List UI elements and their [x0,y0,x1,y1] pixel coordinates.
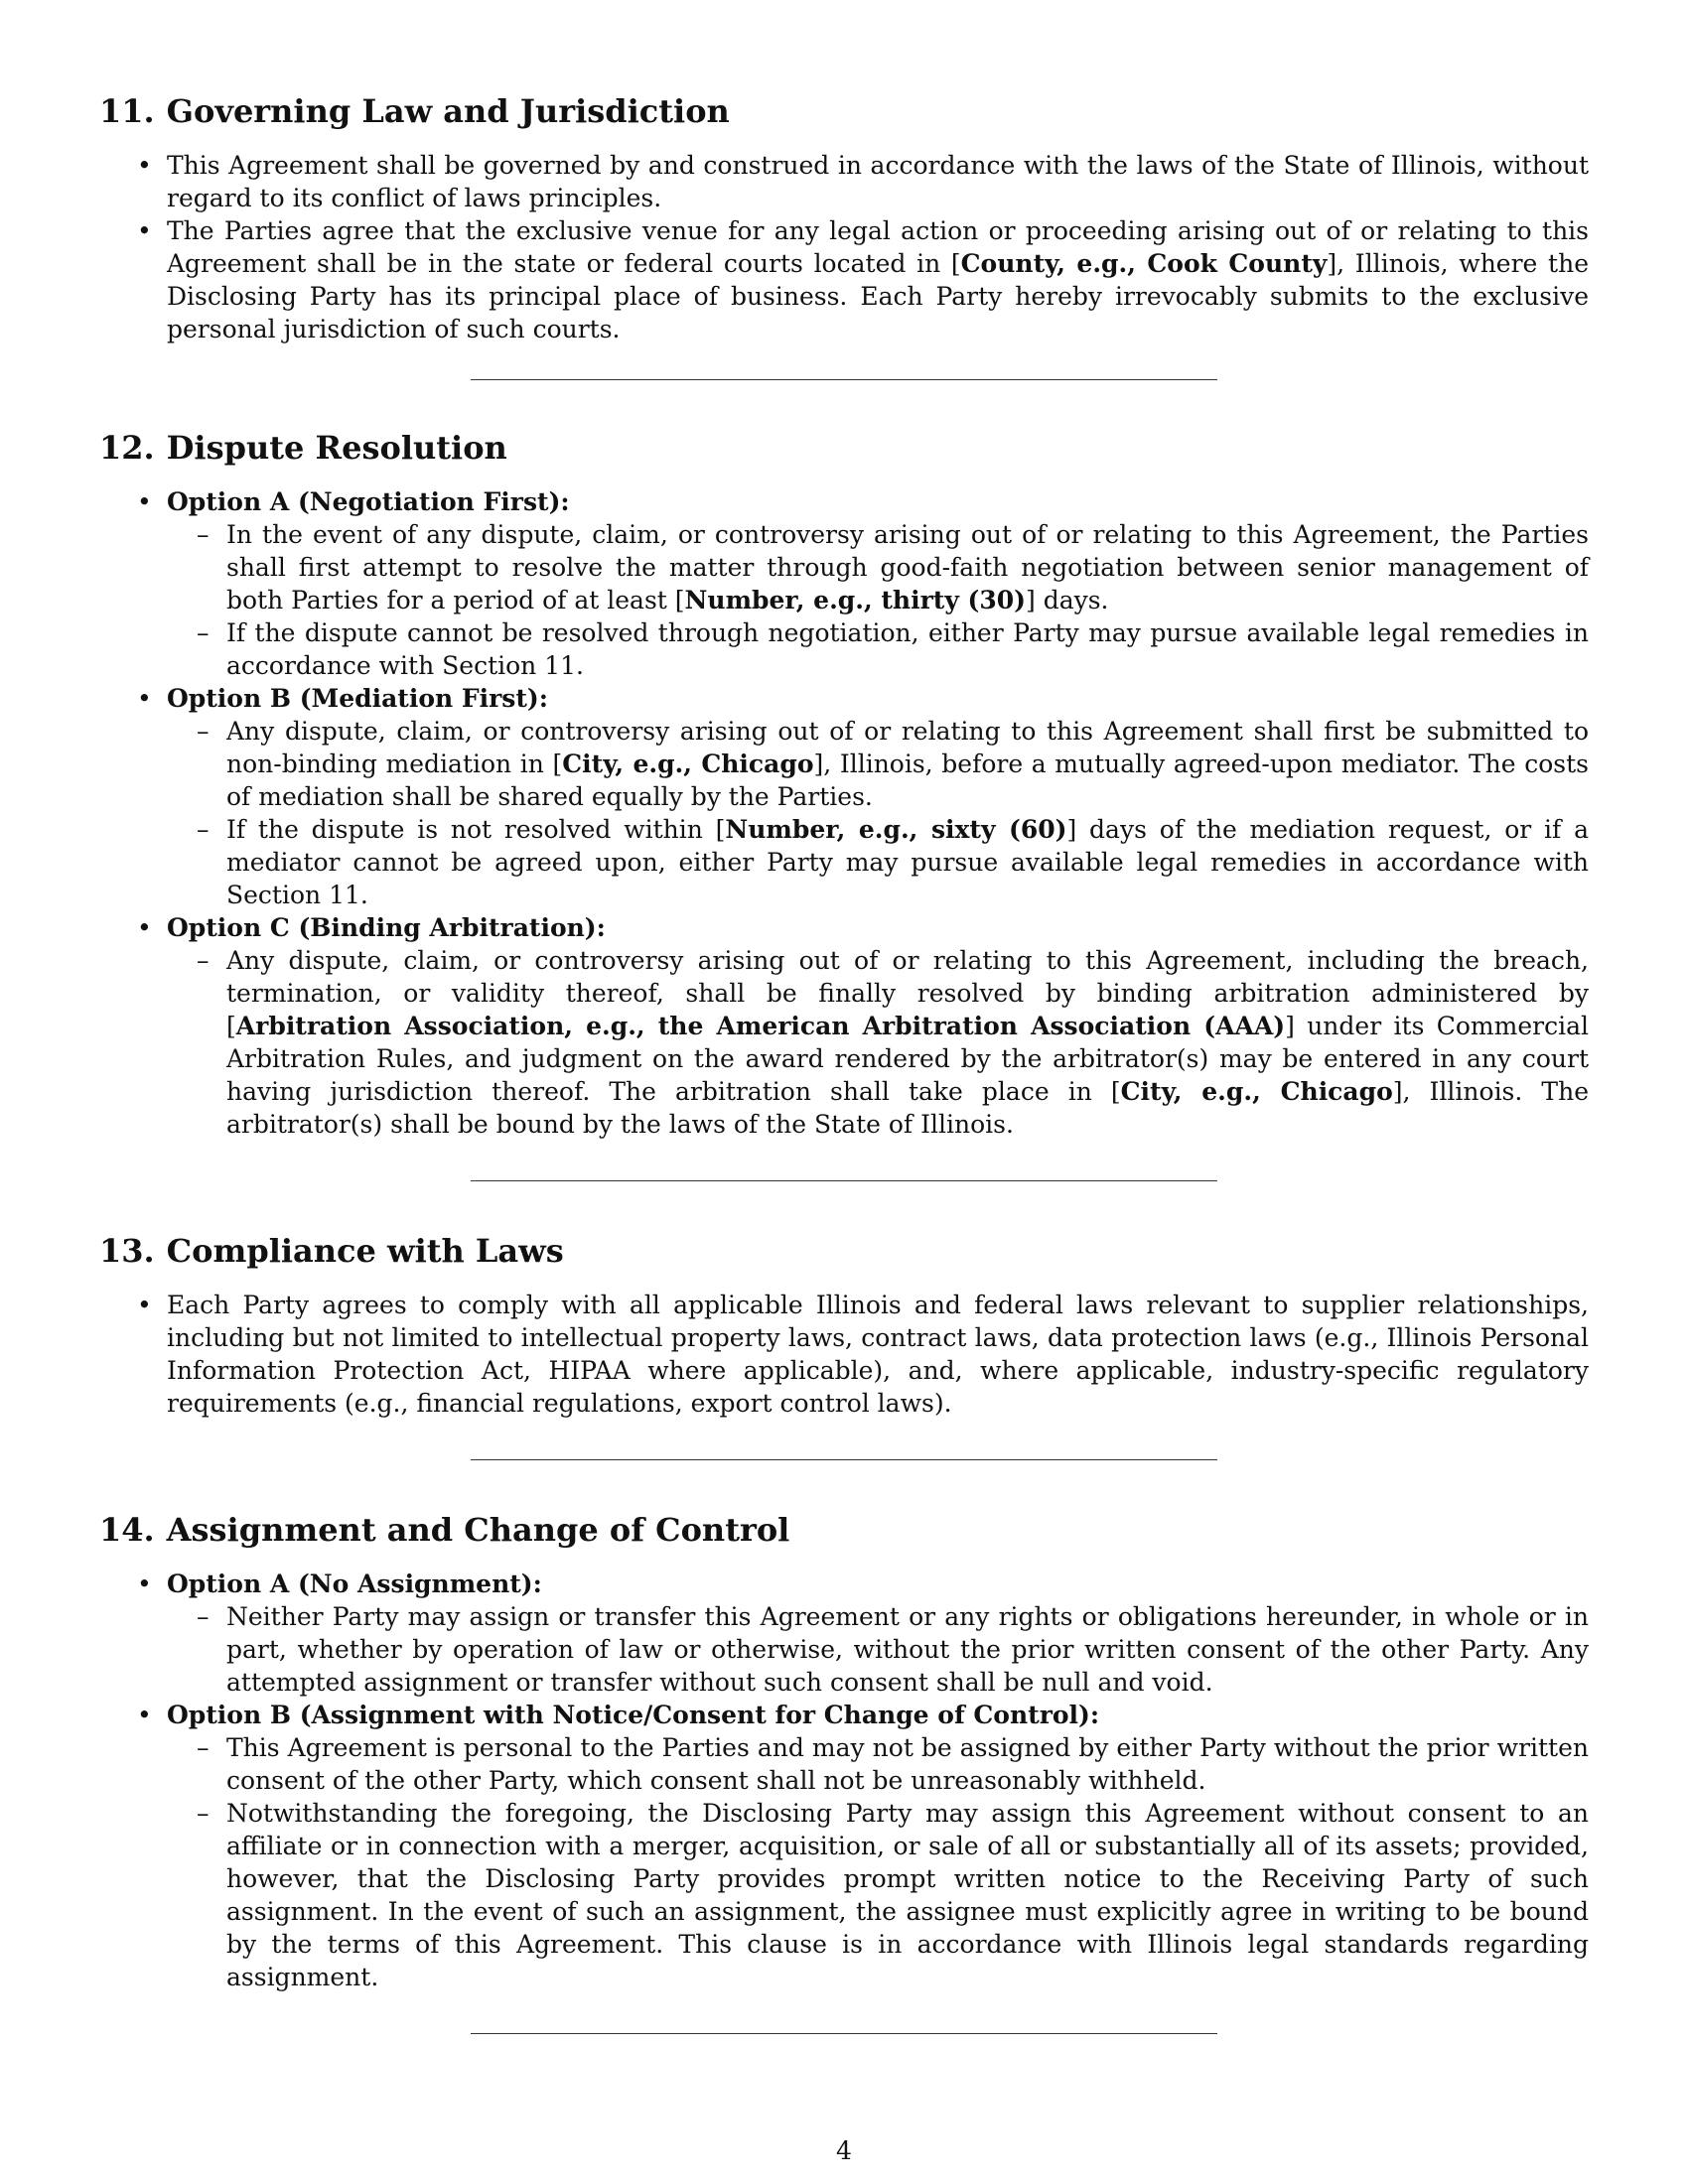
sub-list-item [226,813,1589,911]
list-item [167,1568,1589,1699]
sub-list-item [226,518,1589,616]
option-label: Option A (Negotiation First): [167,487,570,516]
list-item [167,485,1589,682]
list-item-text: Each Party agrees to comply with all applicable Illinois and federal laws relevant to supplier relationships, including but not limited to intellectual property laws, contract laws, data protection laws (e.g., Illinois Personal Information Protection Act, HIPAA where applicable), and, where applicable, industry-specific regulatory requirements (e.g., financial regulations, export control laws). [167,1291,1589,1418]
section-11-heading [99,91,1589,131]
section-14 [99,1510,1589,1993]
sub-list [167,1600,1589,1699]
list-item-text: ] days. [1026,586,1109,614]
placeholder-bold: Arbitration Association, e.g., the American Arbitration Association (AAA) [235,1012,1286,1040]
section-divider [471,379,1217,380]
list-item-text: Any dispute, claim, or controversy arising out of or relating to this Agreement, including the breach, termination, or validity thereof, shall be finally resolved by binding arbitration administered by [ [226,946,1589,1040]
section-number: 13. [99,1232,155,1270]
list-item-text: If the dispute is not resolved within [ [226,815,726,844]
list-item [167,1699,1589,1993]
section-13-heading [99,1231,1589,1271]
placeholder-bold: County, e.g., Cook County [960,249,1328,278]
section-12-heading [99,428,1589,468]
list-item-text: The Parties agree that the exclusive venue for any legal action or proceeding arising out of or relating to this Agreement shall be in the state or federal courts located in [ [167,216,1589,278]
sub-list [167,715,1589,911]
section-title: Assignment and Change of Control [166,1511,790,1549]
page-number: 4 [836,2136,852,2165]
sub-list-item [226,1600,1589,1699]
sub-list [167,944,1589,1141]
sub-list [167,1731,1589,1993]
sub-list-item [226,715,1589,813]
list-item [167,911,1589,1141]
section-13-list [99,1289,1589,1420]
section-divider [471,1459,1217,1460]
section-14-list [99,1568,1589,1993]
section-14-heading [99,1510,1589,1550]
sub-list [167,518,1589,682]
sub-list-item [226,944,1589,1141]
list-item-text: Neither Party may assign or transfer this Agreement or any rights or obligations hereunder, in whole or in part, whether by operation of law or otherwise, without the prior written consent of the other Party. Any attempted assignment or transfer without such consent shall be null and void. [226,1602,1589,1697]
section-13 [99,1231,1589,1420]
list-item-text: In the event of any dispute, claim, or controversy arising out of or relating to this Agreement, the Parties shall first attempt to resolve the matter through good-faith negotiation between senior management of both Parties for a period of at least [ [226,520,1589,614]
section-number: 11. [99,92,155,130]
list-item-text: Any dispute, claim, or controversy arising out of or relating to this Agreement shall first be submitted to non-binding mediation in [ [226,717,1589,778]
option-label: Option B (Mediation First): [167,684,548,713]
list-item [167,149,1589,214]
section-12 [99,428,1589,1141]
list-item-text: ], Illinois, where the Disclosing Party has its principal place of business. Each Party hereby irrevocably submits to the exclusive personal jurisdiction of such courts. [167,249,1589,343]
list-item-text: If the dispute cannot be resolved through negotiation, either Party may pursue available legal remedies in accordance with Section 11. [226,618,1589,680]
placeholder-bold: City, e.g., Chicago [1120,1077,1393,1106]
section-number: 14. [99,1511,155,1549]
list-item-text: ], Illinois, before a mutually agreed-upon mediator. The costs of mediation shall be shared equally by the Parties. [226,750,1589,811]
list-item [167,1289,1589,1420]
section-11 [99,91,1589,345]
sub-list-item [226,1797,1589,1993]
placeholder-bold: City, e.g., Chicago [562,750,814,778]
option-label: Option A (No Assignment): [167,1570,542,1598]
page-content [99,91,1589,2084]
section-12-list [99,485,1589,1141]
list-item-text: ] days of the mediation request, or if a mediator cannot be agreed upon, either Party may pursue available legal remedies in accordance with Section 11. [226,815,1589,909]
list-item-text: ] under its Commercial Arbitration Rules, and judgment on the award rendered by the arbitrator(s) may be entered in any court having jurisdiction thereof. The arbitration shall take place in [ [226,1012,1589,1106]
list-item-text: This Agreement shall be governed by and construed in accordance with the laws of the State of Illinois, without regard to its conflict of laws principles. [167,151,1589,212]
list-item-text: Notwithstanding the foregoing, the Disclosing Party may assign this Agreement without consent to an affiliate or in connection with a merger, acquisition, or sale of all or substantially all of its assets; provided, however, that the Disclosing Party provides prompt written notice to the Receiving Party of such assignment. In the event of such an assignment, the assignee must explicitly agree in writing to be bound by the terms of this Agreement. This clause is in accordance with Illinois legal standards regarding assignment. [226,1799,1589,1991]
section-title: Compliance with Laws [166,1232,564,1270]
section-11-list [99,149,1589,345]
placeholder-bold: Number, e.g., sixty (60) [725,815,1067,844]
list-item [167,682,1589,911]
section-divider [471,2033,1217,2034]
section-divider [471,1180,1217,1181]
list-item-text: This Agreement is personal to the Parties and may not be assigned by either Party without the prior written consent of the other Party, which consent shall not be unreasonably withheld. [226,1733,1589,1795]
placeholder-bold: Number, e.g., thirty (30) [684,586,1026,614]
sub-list-item [226,616,1589,682]
list-item-text: ], Illinois. The arbitrator(s) shall be bound by the laws of the State of Illinois. [226,1077,1589,1139]
option-label: Option B (Assignment with Notice/Consent for Change of Control): [167,1701,1100,1729]
section-number: 12. [99,429,155,467]
option-label: Option C (Binding Arbitration): [167,913,606,942]
section-title: Dispute Resolution [166,429,507,467]
sub-list-item [226,1731,1589,1797]
section-title: Governing Law and Jurisdiction [166,92,730,130]
list-item [167,214,1589,345]
